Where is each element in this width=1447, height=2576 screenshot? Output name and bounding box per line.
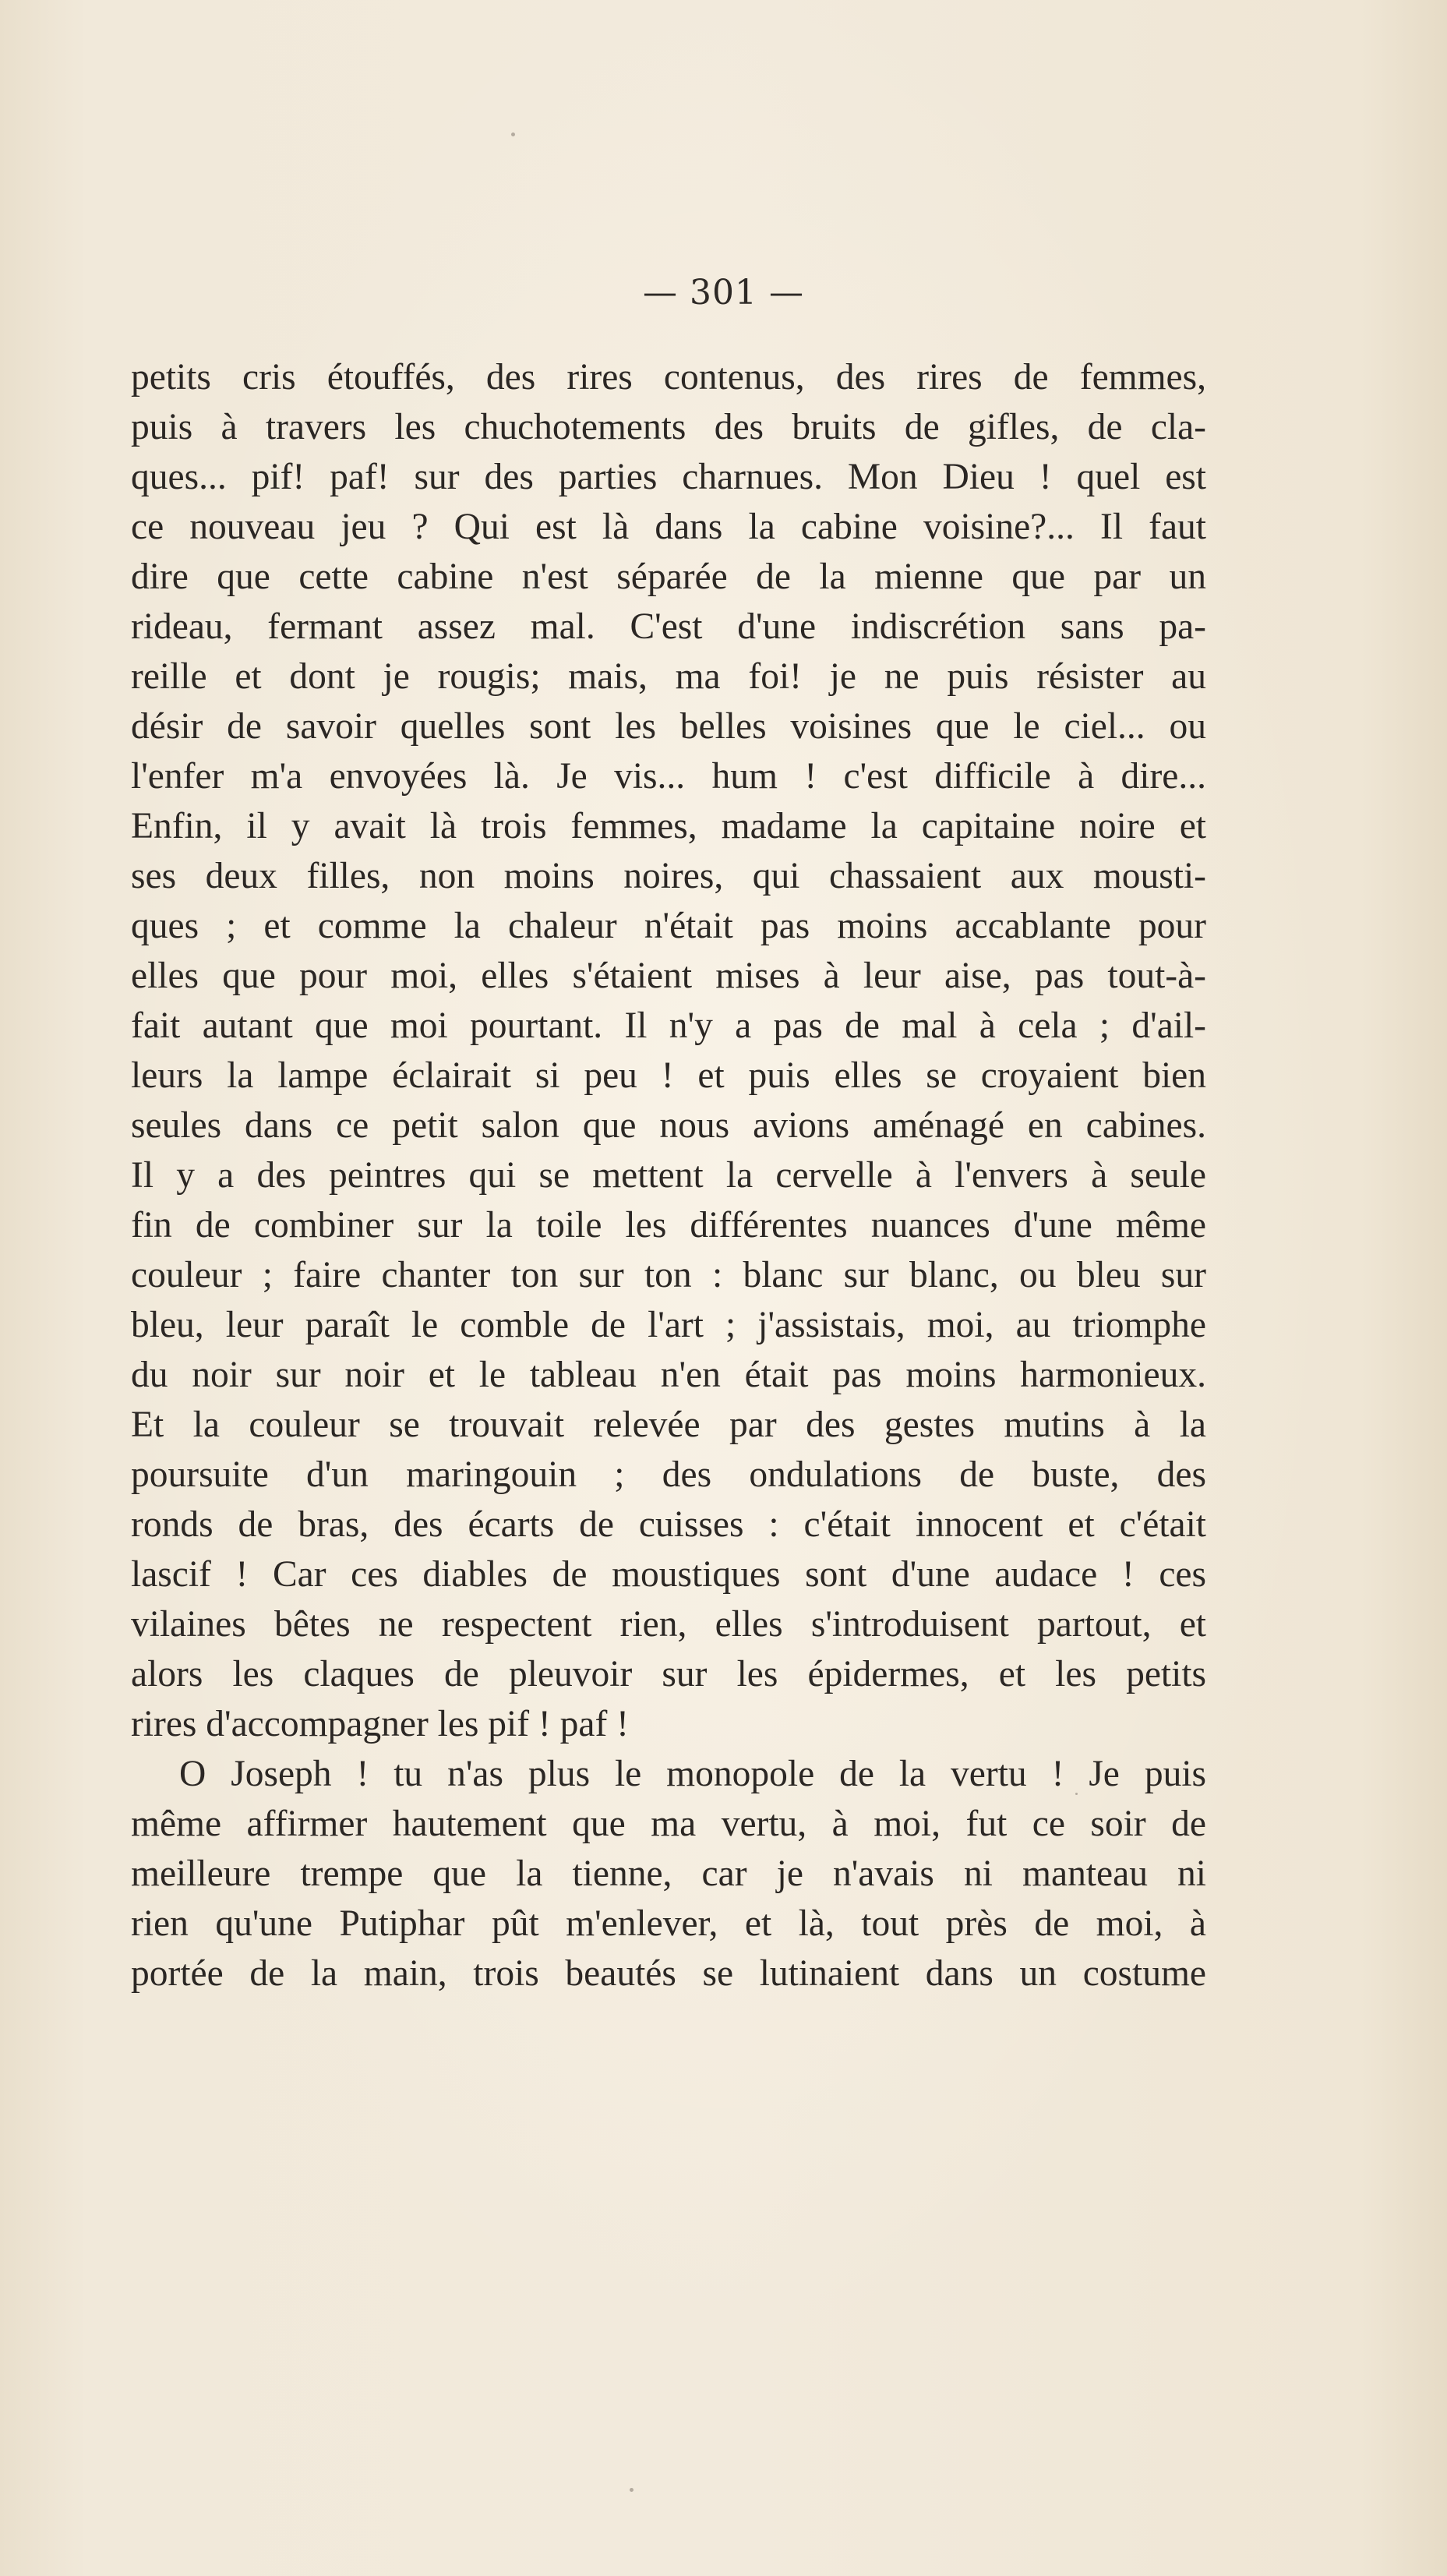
text-line: Enfin, il y avait là trois femmes, madame la capitaine noire et [131,806,1206,846]
text-line: dire que cette cabine n'est séparée de la mienne que par un [131,557,1206,597]
text-line: alors les claques de pleuvoir sur les épidermes, et les petits [131,1654,1206,1694]
page-number: — 301 — [643,273,804,313]
text-line: ques ; et comme la chaleur n'était pas moins accablante pour [131,906,1206,946]
paragraph-start-line: O Joseph ! tu n'as plus le monopole de la vertu ! Je puis [179,1754,1206,1794]
text-line: puis à travers les chuchotements des bruits de gifles, de cla- [131,407,1206,447]
text-line: portée de la main, trois beautés se lutinaient dans un costume [131,1953,1206,1994]
paper-speck [511,133,515,136]
text-line: rien qu'une Putiphar pût m'enlever, et là, tout près de moi, à [131,1903,1206,1944]
text-line: ronds de bras, des écarts de cuisses : c'était innocent et c'était [131,1504,1206,1545]
text-line: rideau, fermant assez mal. C'est d'une indiscrétion sans pa- [131,606,1206,647]
text-line: meilleure trempe que la tienne, car je n'avais ni manteau ni [131,1853,1206,1894]
text-line: même affirmer hautement que ma vertu, à moi, fut ce soir de [131,1804,1206,1844]
text-line: désir de savoir quelles sont les belles voisines que le ciel... ou [131,706,1206,747]
text-line: poursuite d'un maringouin ; des ondulations de buste, des [131,1454,1206,1495]
text-line: lascif ! Car ces diables de moustiques sont d'une audace ! ces [131,1554,1206,1595]
text-line: fin de combiner sur la toile les différentes nuances d'une même [131,1205,1206,1246]
text-line: reille et dont je rougis; mais, ma foi! je ne puis résister au [131,656,1206,697]
text-line: petits cris étouffés, des rires contenus, des rires de femmes, [131,357,1206,398]
text-line: leurs la lampe éclairait si peu ! et puis elles se croyaient bien [131,1055,1206,1096]
text-line: l'enfer m'a envoyées là. Je vis... hum ! c'est difficile à dire... [131,756,1206,797]
text-line: couleur ; faire chanter ton sur ton : blanc sur blanc, ou bleu sur [131,1255,1206,1295]
text-line: Il y a des peintres qui se mettent la cervelle à l'envers à seule [131,1155,1206,1196]
text-line: ses deux filles, non moins noires, qui chassaient aux mousti- [131,856,1206,896]
body-text [131,352,1206,1998]
text-line: Et la couleur se trouvait relevée par des gestes mutins à la [131,1405,1206,1445]
text-line: fait autant que moi pourtant. Il n'y a pas de mal à cela ; d'ail- [131,1005,1206,1046]
text-line: du noir sur noir et le tableau n'en était pas moins harmonieux. [131,1355,1206,1395]
text-line: ques... pif! paf! sur des parties charnues. Mon Dieu ! quel est [131,457,1206,497]
paragraph-end-line: rires d'accompagner les pif ! paf ! [131,1704,629,1744]
text-line: elles que pour moi, elles s'étaient mises à leur aise, pas tout-à- [131,956,1206,996]
paper-speck [630,2488,634,2492]
text-line: vilaines bêtes ne respectent rien, elles s'introduisent partout, et [131,1604,1206,1645]
text-line: ce nouveau jeu ? Qui est là dans la cabine voisine?... Il faut [131,507,1206,547]
text-line: bleu, leur paraît le comble de l'art ; j'assistais, moi, au triomphe [131,1305,1206,1345]
text-line: seules dans ce petit salon que nous avions aménagé en cabines. [131,1105,1206,1146]
